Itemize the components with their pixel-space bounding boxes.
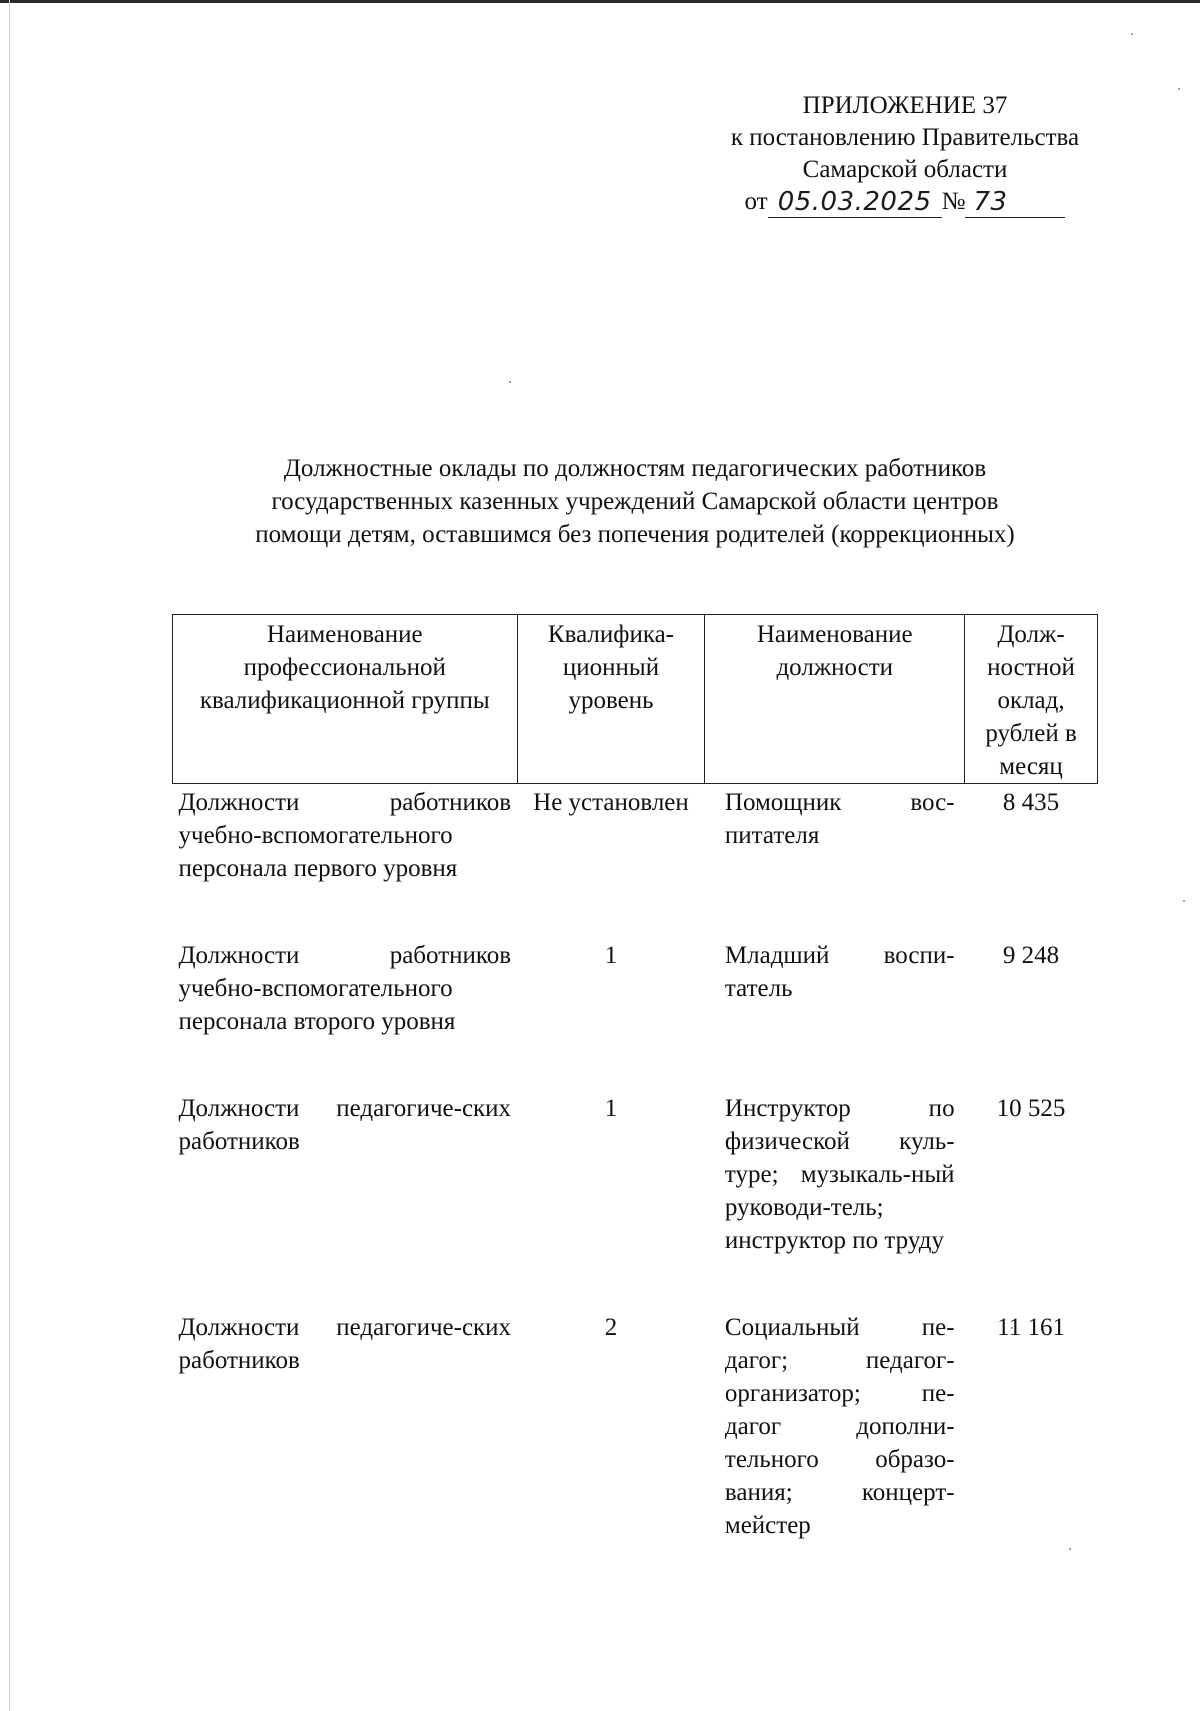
header-qualification-level: Квалифика-ционный уровень bbox=[517, 615, 705, 784]
appendix-region: Самарской области bbox=[802, 156, 1008, 183]
cell-group: Должности педагогиче-ских работников bbox=[178, 1095, 512, 1155]
scan-speck bbox=[1178, 88, 1180, 90]
page-top-edge bbox=[0, 0, 1200, 3]
cell-group: Должности педагогиче-ских работников bbox=[178, 1314, 512, 1374]
cell-position: Инструктор по физической куль-туре; музыкаль-ный руководи-тель; инструктор по труду bbox=[724, 1095, 955, 1254]
cell-group: Должности работников учебно-вспомогательного персонала первого уровня bbox=[178, 789, 512, 882]
cell-salary: 9 248 bbox=[1002, 942, 1060, 969]
header-position-name: Наименование должности bbox=[705, 615, 965, 784]
table-row bbox=[173, 1311, 1098, 1596]
cell-level: 2 bbox=[604, 1314, 618, 1341]
document-title-line: Должностные оклады по должностям педагогических работников bbox=[283, 455, 987, 482]
header-group-name: Наименование профессиональной квалификационной группы bbox=[173, 615, 518, 784]
document-title-line: государственных казенных учреждений Самарской области центров bbox=[271, 488, 999, 515]
appendix-date-line bbox=[745, 186, 1066, 218]
cell-salary: 10 525 bbox=[996, 1095, 1066, 1122]
table-row bbox=[173, 1092, 1098, 1311]
date-prefix: от bbox=[744, 188, 768, 215]
scan-speck bbox=[1131, 33, 1133, 35]
cell-salary: 8 435 bbox=[1002, 789, 1060, 816]
cell-salary: 11 161 bbox=[997, 1314, 1065, 1341]
appendix-header bbox=[660, 90, 1150, 218]
handwritten-number: 73 bbox=[965, 187, 1065, 218]
table-header-row bbox=[173, 615, 1098, 784]
appendix-title: ПРИЛОЖЕНИЕ 37 bbox=[802, 92, 1008, 119]
cell-position: Социальный пе-дагог; педагог-организатор; пе-дагог дополни-тельного образо-вания; концерт-мейстер bbox=[724, 1314, 955, 1539]
cell-position: Помощник вос-питателя bbox=[724, 789, 955, 849]
document-title-line: помощи детям, оставшимся без попечения родителей (коррекционных) bbox=[255, 521, 1015, 548]
number-prefix: № bbox=[941, 188, 966, 215]
cell-level: 1 bbox=[604, 1095, 618, 1122]
appendix-subtitle: к постановлению Правительства bbox=[730, 124, 1080, 151]
table-row bbox=[173, 784, 1098, 940]
cell-position: Младший воспи-татель bbox=[724, 942, 955, 1002]
document-title bbox=[180, 452, 1090, 551]
scan-speck bbox=[509, 381, 511, 383]
header-salary: Долж-ностной оклад, рублей в месяц bbox=[965, 615, 1098, 784]
table-row bbox=[173, 939, 1098, 1092]
cell-level: 1 bbox=[604, 942, 618, 969]
scan-speck bbox=[1183, 900, 1185, 902]
cell-group: Должности работников учебно-вспомогательного персонала второго уровня bbox=[178, 942, 512, 1035]
page-left-edge bbox=[9, 0, 10, 1711]
salary-table bbox=[172, 614, 1098, 1596]
cell-level: Не установлен bbox=[533, 789, 689, 816]
handwritten-date: 05.03.2025 bbox=[768, 187, 942, 218]
